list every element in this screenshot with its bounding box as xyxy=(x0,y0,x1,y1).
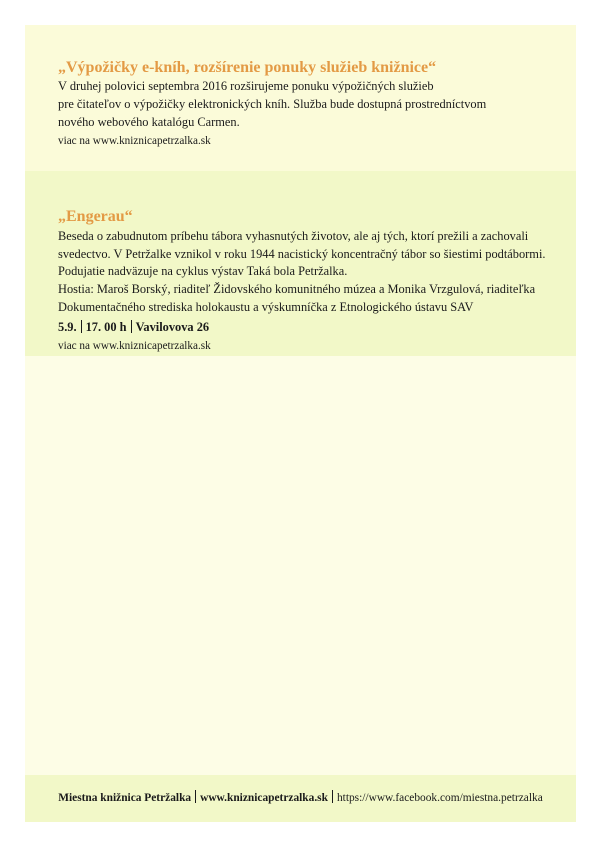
divider xyxy=(131,320,132,333)
website-link[interactable]: www.kniznicapetrzalka.sk xyxy=(200,792,328,804)
event-date: 5.9. xyxy=(58,320,77,334)
paragraph-line: nového webového katalógu Carmen. xyxy=(58,115,240,129)
section-ebook-loans xyxy=(25,25,576,171)
event-details xyxy=(58,319,209,335)
library-name: Miestna knižnica Petržalka xyxy=(58,792,192,804)
more-info-link[interactable]: viac na www.kniznicapetrzalka.sk xyxy=(58,340,211,352)
paragraph-line: Dokumentačného strediska holokaustu a výskumníčka z Etnologického ústavu SAV xyxy=(58,300,474,314)
paragraph-line: svedectvo. V Petržalke vznikol v roku 1944 nacistický koncentračný tábor so šiestimi podtábormi. xyxy=(58,247,546,261)
event-venue: Vavilovova 26 xyxy=(135,320,210,334)
divider xyxy=(332,790,333,803)
section-engerau xyxy=(25,171,576,356)
paragraph-line: Hostia: Maroš Borský, riaditeľ Židovského komunitného múzea a Monika Vrzgulová, riaditeľka xyxy=(58,282,536,296)
footer-contacts xyxy=(25,790,576,806)
divider xyxy=(195,790,196,803)
section-title: „Engerau“ xyxy=(58,208,133,225)
event-time: 17. 00 h xyxy=(85,320,127,334)
paragraph-line: V druhej polovici septembra 2016 rozširujeme ponuku výpožičných služieb xyxy=(58,79,434,93)
section-title: „Výpožičky e-kníh, rozšírenie ponuky služieb knižnice“ xyxy=(58,59,437,76)
footer-bar xyxy=(25,775,576,822)
divider xyxy=(81,320,82,333)
paragraph-line: Beseda o zabudnutom príbehu tábora vyhasnutých životov, ale aj tých, ktorí prežili a zachovali xyxy=(58,229,529,243)
facebook-link[interactable]: https://www.facebook.com/miestna.petrzalka xyxy=(336,792,543,804)
page-sheet xyxy=(25,25,576,822)
paragraph-line: pre čitateľov o výpožičky elektronických kníh. Služba bude dostupná prostredníctvom xyxy=(58,97,487,111)
more-info-link[interactable]: viac na www.kniznicapetrzalka.sk xyxy=(58,135,211,147)
paragraph-line: Podujatie nadväzuje na cyklus výstav Taká bola Petržalka. xyxy=(58,264,348,278)
